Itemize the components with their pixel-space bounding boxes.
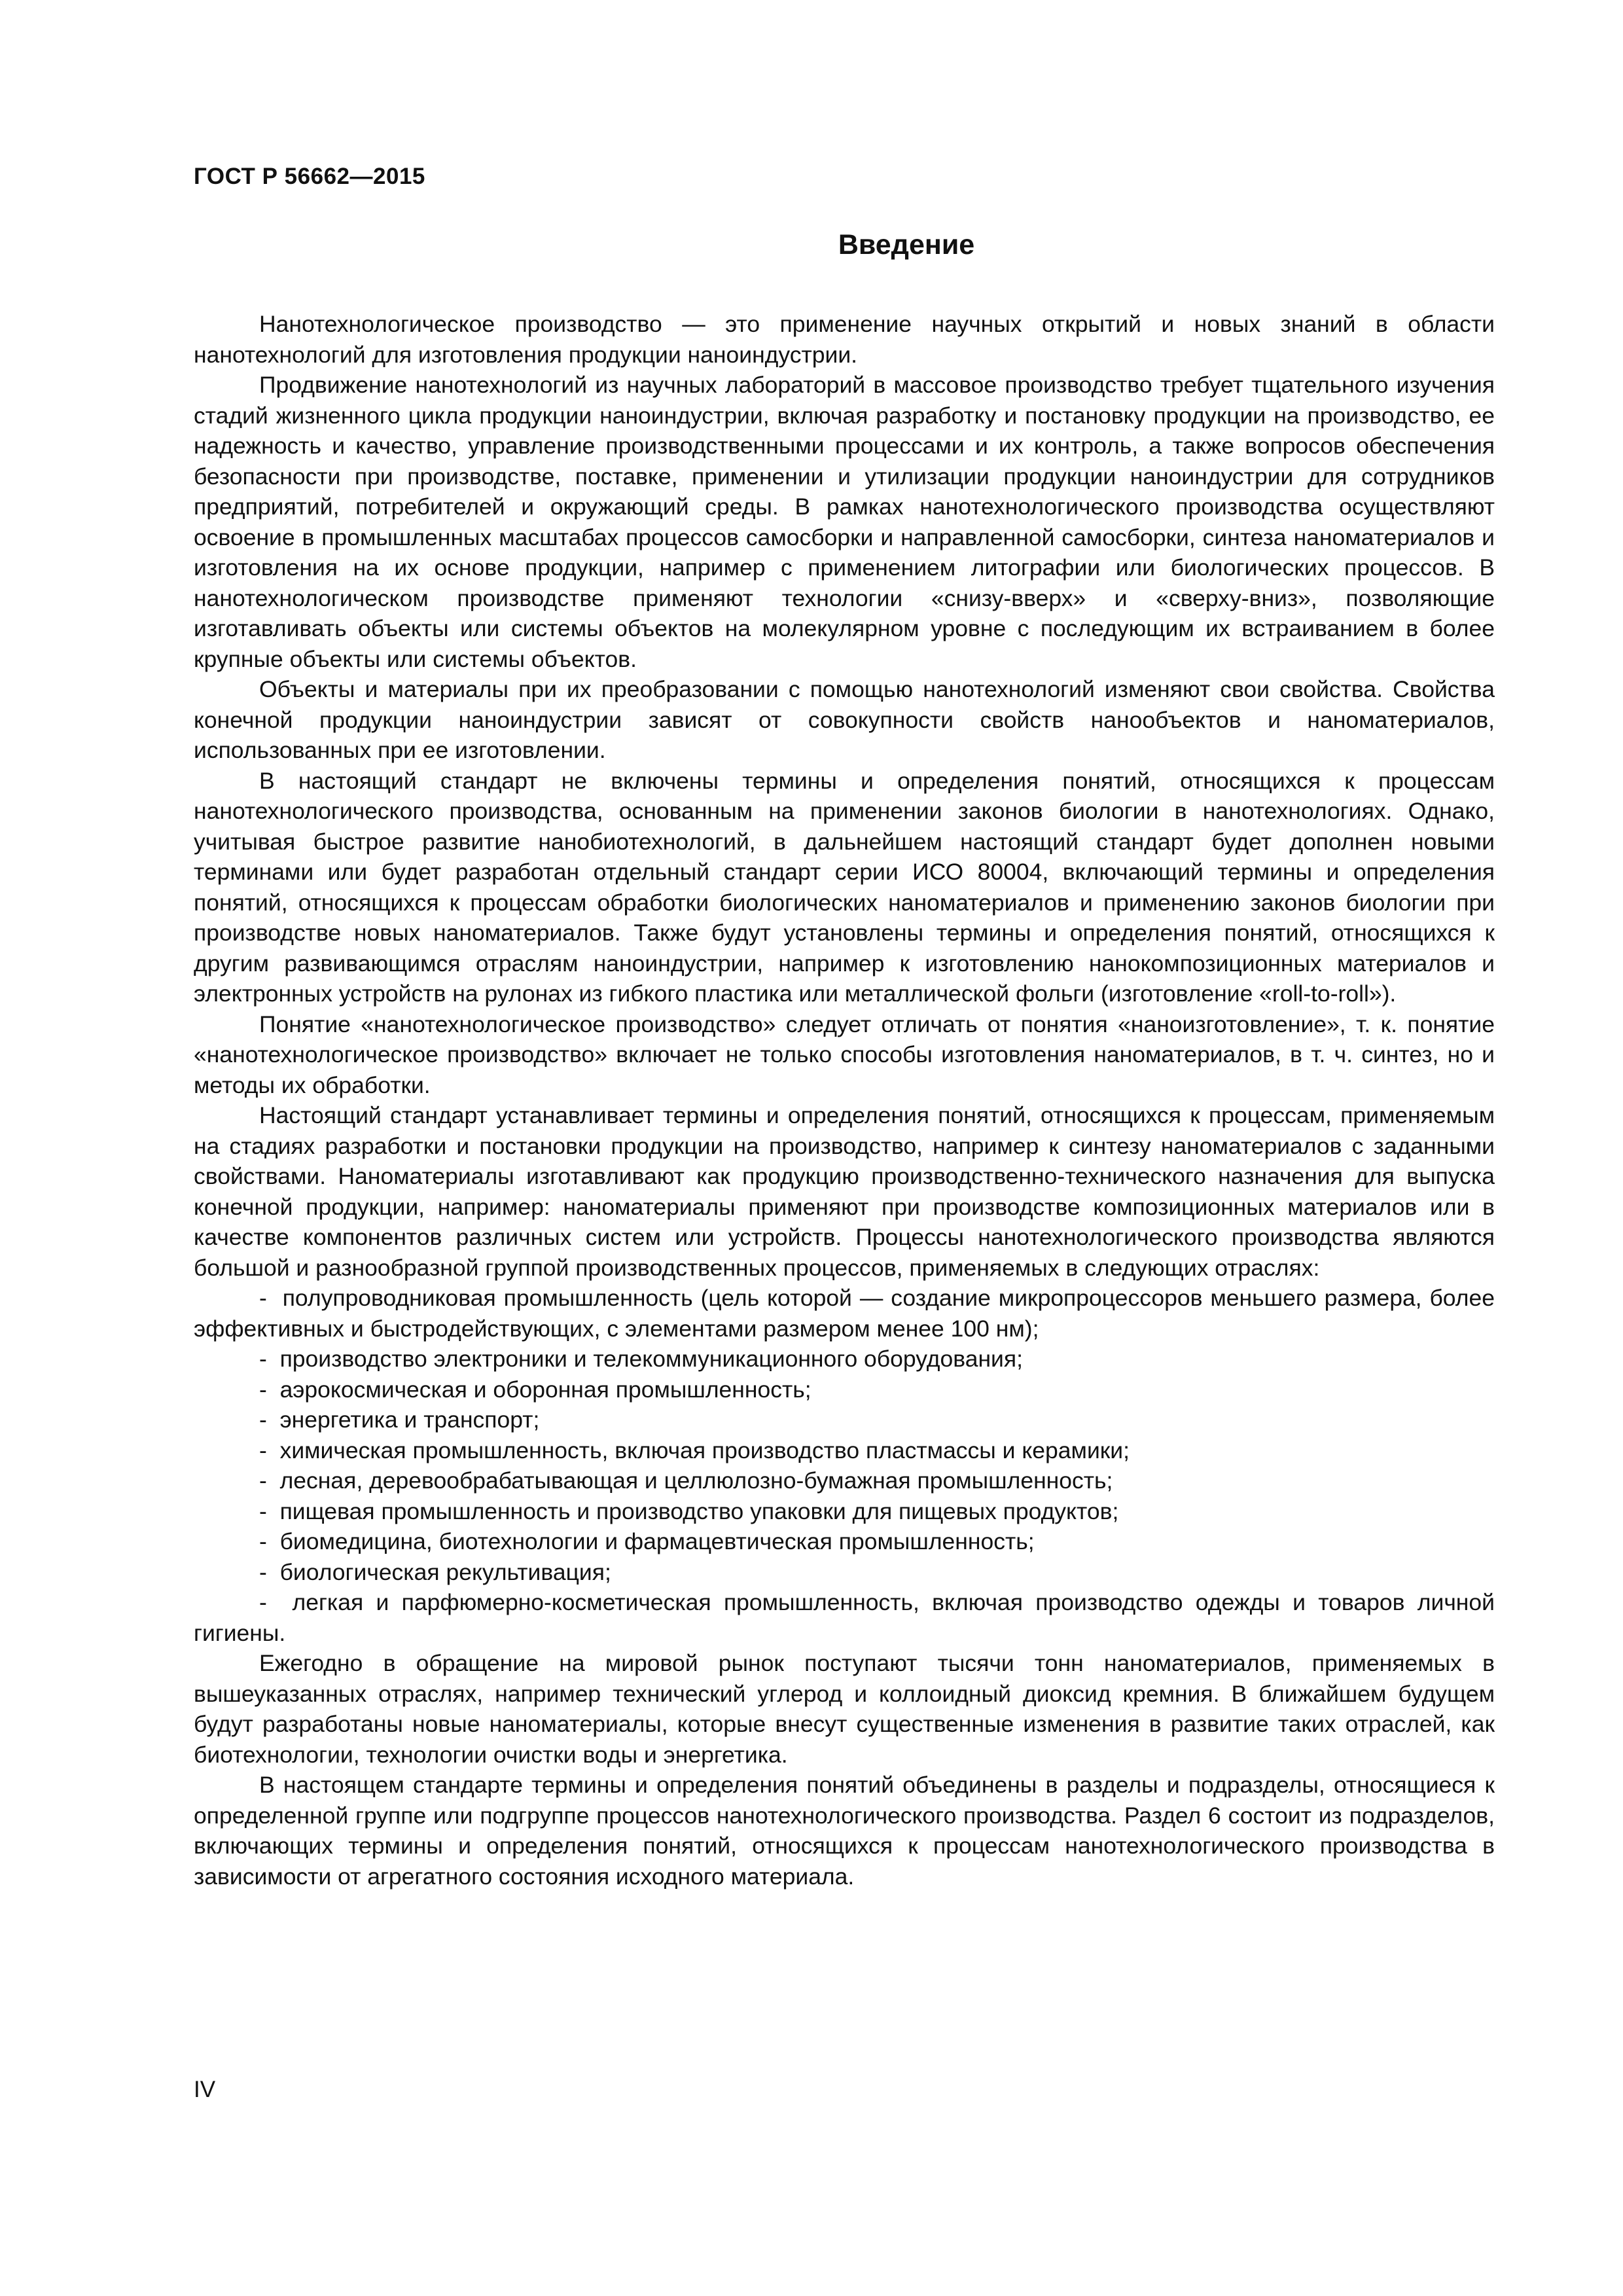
list-item: - биологическая рекультивация; bbox=[194, 1557, 1495, 1588]
page-number: IV bbox=[194, 2077, 216, 2102]
industries-list bbox=[194, 1283, 1495, 1648]
list-item: - энергетика и транспорт; bbox=[194, 1405, 1495, 1435]
list-item: - лесная, деревообрабатывающая и целлюлозно-бумажная промышленность; bbox=[194, 1465, 1495, 1496]
paragraph: Объекты и материалы при их преобразовании с помощью нанотехнологий изменяют свои свойства. Свойства конечной продукции наноиндустрии зависят от совокупности свойств нанообъектов и наноматериалов, использованных при ее изготовлении. bbox=[194, 676, 1495, 763]
body-text bbox=[194, 309, 1495, 1892]
list-item: - производство электроники и телекоммуникационного оборудования; bbox=[194, 1344, 1495, 1374]
paragraph: Ежегодно в обращение на мировой рынок поступают тысячи тонн наноматериалов, применяемых в вышеуказанных отраслях, например технический углерод и коллоидный диоксид кремния. В ближайшем будущем будут разработаны новые наноматериалы, которые внесут существенные изменения в развитие таких отраслей, как биотехнологии, технологии очистки воды и энергетика. bbox=[194, 1650, 1495, 1768]
list-item: - легкая и парфюмерно-косметическая промышленность, включая производство одежды и товаров личной гигиены. bbox=[194, 1587, 1495, 1648]
paragraph: Продвижение нанотехнологий из научных лабораторий в массовое производство требует тщательного изучения стадий жизненного цикла продукции наноиндустрии, включая разработку и постановку продукции на производство, ее надежность и качество, управление производственными процессами и их контроль, а также вопросов обеспечения безопасности при производстве, поставке, применении и утилизации продукции наноиндустрии для сотрудников предприятий, потребителей и окружающий среды. В рамках нанотехнологического производства осуществляют освоение в промышленных масштабах процессов самосборки и направленной самосборки, синтеза наноматериалов и изготовления на их основе продукции, например с применением литографии или биологических процессов. В нанотехнологическом производстве применяют технологии «снизу-вверх» и «сверху-вниз», позволяющие изготавливать объекты или системы объектов на молекулярном уровне с последующим их встраиванием в более крупные объекты или системы объектов. bbox=[194, 372, 1495, 672]
list-item: - полупроводниковая промышленность (цель которой — создание микропроцессоров меньшего размера, более эффективных и быстродействующих, с элементами размером менее 100 нм); bbox=[194, 1283, 1495, 1344]
standard-id: ГОСТ Р 56662—2015 bbox=[194, 164, 425, 189]
list-item: - аэрокосмическая и оборонная промышленность; bbox=[194, 1374, 1495, 1405]
paragraph: Настоящий стандарт устанавливает термины и определения понятий, относящихся к процессам, применяемым на стадиях разработки и постановки продукции на производство, например к синтезу наноматериалов с заданными свойствами. Наноматериалы изготавливают как продукцию производственно-технического назначения для выпуска конечной продукции, например: наноматериалы применяют при производстве композиционных материалов или в качестве компонентов различных систем или устройств. Процессы нанотехнологического производства являются большой и разнообразной группой производственных процессов, применяемых в следующих отраслях: bbox=[194, 1102, 1495, 1281]
paragraph: Нанотехнологическое производство — это применение научных открытий и новых знаний в области нанотехнологий для изготовления продукции наноиндустрии. bbox=[194, 311, 1495, 368]
list-item: - пищевая промышленность и производство упаковки для пищевых продуктов; bbox=[194, 1496, 1495, 1527]
list-item: - химическая промышленность, включая производство пластмассы и керамики; bbox=[194, 1435, 1495, 1466]
paragraph: Понятие «нанотехнологическое производство» следует отличать от понятия «наноизготовление», т. к. понятие «нанотехнологическое производство» включает не только способы изготовления наноматериалов, в т. ч. синтез, но и методы их обработки. bbox=[194, 1011, 1495, 1098]
list-item: - биомедицина, биотехнологии и фармацевтическая промышленность; bbox=[194, 1526, 1495, 1557]
section-title: Введение bbox=[838, 229, 975, 260]
paragraph: В настоящий стандарт не включены термины и определения понятий, относящихся к процессам нанотехнологического производства, основанным на применении законов биологии в нанотехнологиях. Однако, учитывая быстрое развитие нанобиотехнологий, в дальнейшем настоящий стандарт будет дополнен новыми терминами или будет разработан отдельный стандарт серии ИСО 80004, включающий термины и определения понятий, относящихся к процессам обработки биологических наноматериалов и применению законов биологии при производстве новых наноматериалов. Также будут установлены термины и определения понятий, относящихся к другим развивающимся отраслям наноиндустрии, например к изготовлению нанокомпозиционных материалов и электронных устройств на рулонах из гибкого пластика или металлической фольги (изготовление «roll-to-roll»). bbox=[194, 767, 1495, 1007]
paragraph: В настоящем стандарте термины и определения понятий объединены в разделы и подразделы, относящиеся к определенной группе или подгруппе процессов нанотехнологического производства. Раздел 6 состоит из подразделов, включающих термины и определения понятий, относящихся к процессам нанотехнологического производства в зависимости от агрегатного состояния исходного материала. bbox=[194, 1772, 1495, 1890]
